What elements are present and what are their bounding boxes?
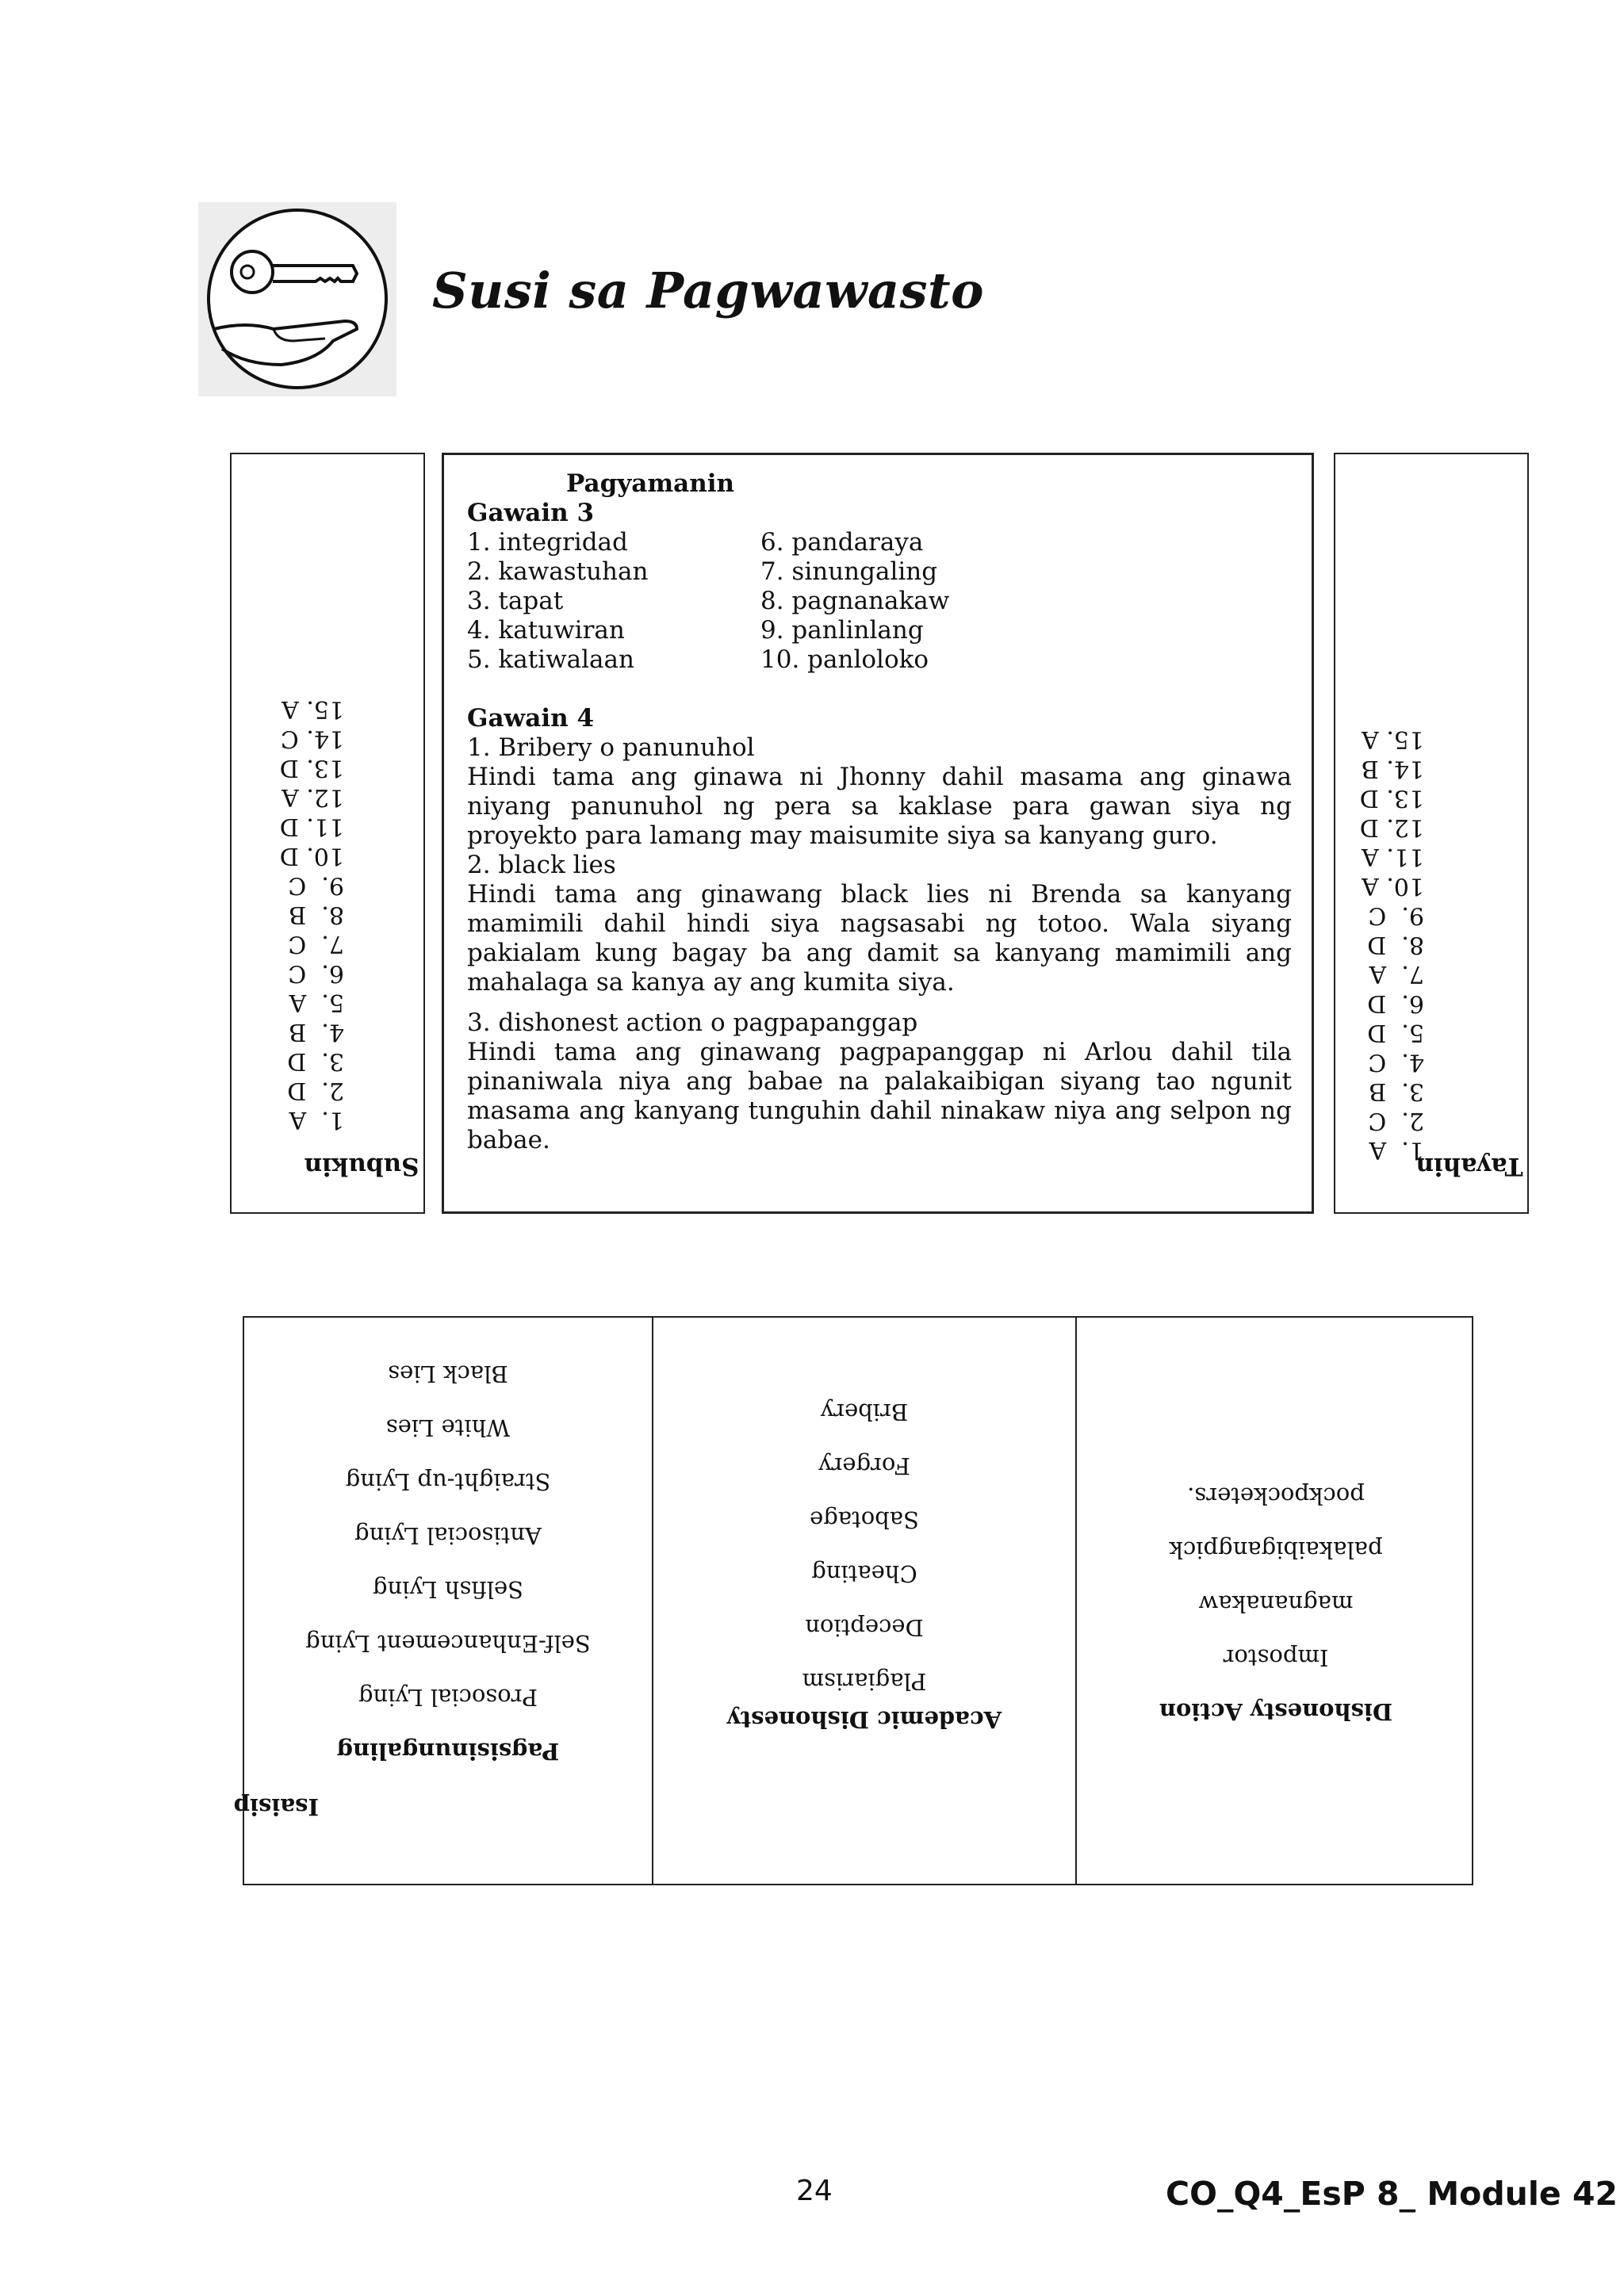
gawain3-row xyxy=(467,587,1292,616)
answer-item: 15. A xyxy=(1362,725,1424,753)
isaisip-title: Isaisip xyxy=(233,1793,319,1820)
gawain3-row xyxy=(467,557,1292,587)
answer-item: 1. A xyxy=(1369,1136,1424,1164)
answer-item: 6. C xyxy=(288,959,344,987)
answer-item: 15. A xyxy=(282,695,344,723)
gawain3-item: 5. katiwalaan xyxy=(467,645,634,674)
gawain4-title: Gawain 4 xyxy=(467,704,595,733)
isaisip-col-pagsisinungaling xyxy=(233,1318,653,1884)
pagyamanin-title: Pagyamanin xyxy=(566,469,735,498)
gawain3-item: 10. panloloko xyxy=(760,645,929,674)
gawain4-heading: 1. Bribery o panunuhol xyxy=(467,733,755,762)
answer-item: 3. D xyxy=(287,1047,344,1075)
key-in-hand-icon xyxy=(198,202,396,396)
answer-item: 12. D xyxy=(1359,813,1424,841)
answer-item: 4. C xyxy=(1368,1048,1424,1076)
category-item: Antisocial Lying xyxy=(354,1522,542,1549)
isaisip-box xyxy=(233,1316,1473,1885)
gawain4-text: Hindi tama ang ginawa ni Jhonny dahil masama ang ginawa niyang panunuhol ng pera sa kaklase para gawan siya ng proyekto para lamang may maisumite siya sa kanyang guro. xyxy=(467,763,1292,850)
category-item: Prosocial Lying xyxy=(358,1684,538,1711)
category-item: Bribery xyxy=(820,1399,909,1425)
gawain4-text: Hindi tama ang ginawang black lies ni Brenda sa kanyang mamimili dahil hindi siya nagsasabi ng totoo. Wala siyang pakialam kung bagay ba ang damit sa kanyang mamimili ang mahalaga sa kanya ay ang kumita siya. xyxy=(467,880,1292,997)
gawain4-heading: 2. black lies xyxy=(467,851,616,879)
category-item: magnanakaw xyxy=(1198,1590,1354,1617)
academic-heading: Academic Dishonesty xyxy=(726,1706,1002,1733)
gawain3-item: 2. kawastuhan xyxy=(467,557,649,586)
answer-item: 11. D xyxy=(279,813,344,840)
gawain4-list xyxy=(467,733,1292,1155)
answer-item: 2. D xyxy=(287,1077,344,1104)
answer-item: 14. B xyxy=(1361,755,1424,783)
category-item: Impostor xyxy=(1223,1644,1329,1671)
answer-item: 5. A xyxy=(289,989,344,1016)
pagsisinungaling-heading: Pagsisinungaling xyxy=(336,1738,560,1765)
answer-item: 9. C xyxy=(1368,901,1424,929)
gawain4-heading: 3. dishonest action o pagpapanggap xyxy=(467,1008,918,1037)
category-item: White Lies xyxy=(385,1414,511,1441)
gawain4-text: Hindi tama ang ginawang pagpapanggap ni Arlou dahil tila pinaniwala niya ang babae na palakaibigan siyang tao ngunit masama ang kanyang tunguhin dahil ninakaw niya ang selpon ng babae. xyxy=(467,1038,1292,1154)
gawain3-item: 6. pandaraya xyxy=(760,528,924,557)
gawain3-row xyxy=(467,616,1292,645)
answer-item: 9. C xyxy=(288,871,344,899)
subukin-title: Subukin xyxy=(304,1152,419,1181)
answer-item: 11. A xyxy=(1362,843,1424,871)
answer-item: 4. B xyxy=(289,1018,344,1046)
category-item: pockpocketers. xyxy=(1187,1483,1365,1510)
category-item: Self-Enhancement Lying xyxy=(305,1630,591,1657)
answer-item: 2. C xyxy=(1368,1107,1424,1135)
answer-item: 5. D xyxy=(1367,1019,1424,1047)
tayahin-title: Tayahin xyxy=(1415,1152,1523,1181)
answer-item: 1. A xyxy=(289,1106,344,1134)
answer-item: 7. C xyxy=(288,930,344,958)
category-item: Plagiarism xyxy=(802,1668,927,1695)
gawain3-item: 4. katuwiran xyxy=(467,616,625,645)
category-item: palakaibigangpick xyxy=(1169,1536,1383,1563)
category-item: Cheating xyxy=(811,1560,917,1587)
gawain3-row xyxy=(467,645,1292,675)
tayahin-answers xyxy=(1360,725,1424,1165)
category-item: Black Lies xyxy=(388,1360,508,1387)
answer-item: 10. D xyxy=(279,842,344,870)
answer-item: 14. C xyxy=(280,725,344,752)
category-item: Straight-up Lying xyxy=(345,1468,551,1495)
answer-item: 13. D xyxy=(1359,784,1424,812)
category-item: Deception xyxy=(805,1614,924,1641)
subukin-box xyxy=(230,453,425,1214)
dishonesty-action-heading: Dishonesty Action xyxy=(1159,1698,1393,1725)
answer-item: 6. D xyxy=(1367,989,1424,1017)
answer-item: 3. B xyxy=(1369,1077,1424,1105)
pagyamanin-box xyxy=(442,453,1314,1214)
gawain3-item: 1. integridad xyxy=(467,528,628,557)
answer-item: 8. D xyxy=(1367,931,1424,959)
isaisip-col-dishonesty-action xyxy=(1077,1318,1475,1884)
gawain3-item: 7. sinungaling xyxy=(760,557,938,586)
answer-item: 8. B xyxy=(289,901,344,928)
gawain3-list xyxy=(467,528,1292,675)
gawain3-item: 9. panlinlang xyxy=(760,616,924,645)
category-item: Sabotage xyxy=(810,1506,919,1533)
category-item: Forgery xyxy=(818,1452,910,1479)
answer-item: 13. D xyxy=(279,754,344,782)
answer-item: 10. A xyxy=(1362,872,1424,900)
page-title: Susi sa Pagwawasto xyxy=(432,262,985,320)
gawain3-row xyxy=(467,528,1292,557)
category-item: Selfish Lying xyxy=(372,1576,524,1603)
page-number: 24 xyxy=(796,2175,833,2207)
gawain3-item: 8. pagnanakaw xyxy=(760,587,950,615)
gawain3-item: 3. tapat xyxy=(467,587,564,615)
subukin-answers xyxy=(280,695,344,1135)
tayahin-box xyxy=(1334,453,1529,1214)
module-code: CO_Q4_EsP 8_ Module 42 xyxy=(1166,2175,1618,2213)
isaisip-col-academic xyxy=(653,1318,1077,1884)
gawain3-title: Gawain 3 xyxy=(467,499,595,527)
answer-item: 12. A xyxy=(282,783,344,811)
answer-item: 7. A xyxy=(1369,960,1424,988)
